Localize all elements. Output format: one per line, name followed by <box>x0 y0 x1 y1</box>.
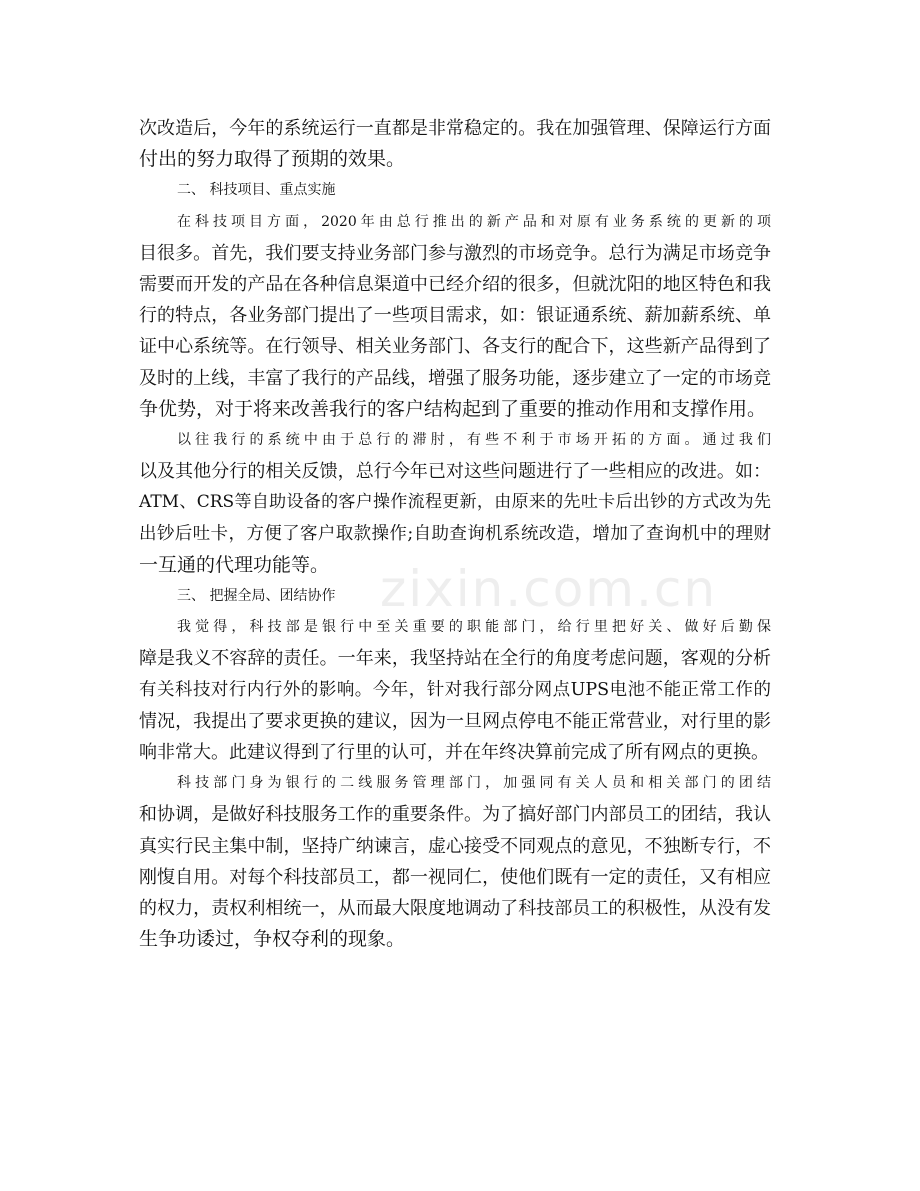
text-line: 情况，我提出了要求更换的建议，因为一旦网点停电不能正常营业，对行里的影 <box>139 710 771 732</box>
text-line: 付出的努力取得了预期的效果。 <box>139 148 406 171</box>
text-line: 和协调，是做好科技服务工作的重要条件。为了搞好部门内部员工的团结，我认 <box>139 804 771 826</box>
text-line: 出钞后吐卡，方便了客户取款操作;自助查询机系统改造，增加了查询机中的理财 <box>139 523 771 544</box>
text-line: 响非常大。此建议得到了行里的认可，并在年终决算前完成了所有网点的更换。 <box>139 742 769 764</box>
text-line: 障是我义不容辞的责任。一年来，我坚持站在全行的角度考虑问题，客观的分析 <box>139 648 771 670</box>
text-line: 行的特点，各业务部门提出了一些项目需求，如：银证通系统、薪加薪系统、单 <box>139 305 771 327</box>
text-line: 科技部门身为银行的二线服务管理部门，加强同有关人员和相关部门的团结 <box>177 775 771 792</box>
text-line: 有关科技对行内行外的影响。今年，针对我行部分网点UPS电池不能正常工作的 <box>139 679 771 700</box>
text-line: 及时的上线，丰富了我行的产品线，增强了服务功能，逐步建立了一定的市场竞 <box>139 367 771 389</box>
text-line: 次改造后，今年的系统运行一直都是非常稳定的。我在加强管理、保障运行方面 <box>139 118 771 139</box>
text-line: ATM、CRS等自助设备的客户操作流程更新，由原来的先吐卡后出钞的方式改为先 <box>139 492 771 513</box>
text-line: 生争功诿过，争权夺利的现象。 <box>139 928 406 951</box>
text-line: 争优势，对于将来改善我行的客户结构起到了重要的推动作用和支撑作用。 <box>139 397 767 420</box>
text-line: 的权力，责权利相统一，从而最大限度地调动了科技部员工的积极性，从没有发 <box>139 898 771 920</box>
text-line: 二、 科技项目、重点实施 <box>177 182 336 199</box>
watermark: zixin.com.cn <box>380 560 718 618</box>
text-line: 目很多。首先，我们要支持业务部门参与激烈的市场竞争。总行为满足市场竞争 <box>139 242 771 264</box>
text-line: 在科技项目方面，2020年由总行推出的新产品和对原有业务系统的更新的项 <box>177 213 771 230</box>
text-line: 以及其他分行的相关反馈，总行今年已对这些问题进行了一些相应的改进。如： <box>139 461 771 483</box>
text-line: 我觉得，科技部是银行中至关重要的职能部门，给行里把好关、做好后勤保 <box>177 619 771 636</box>
text-line: 刚愎自用。对每个科技部员工，都一视同仁，使他们既有一定的责任，又有相应 <box>139 866 771 888</box>
text-line: 一互通的代理功能等。 <box>139 553 330 576</box>
document-body <box>139 113 771 955</box>
text-line: 证中心系统等。在行领导、相关业务部门、各支行的配合下，这些新产品得到了 <box>139 336 771 358</box>
text-line: 三、 把握全局、团结协作 <box>177 588 336 605</box>
text-line: 真实行民主集中制，坚持广纳谏言，虚心接受不同观点的意见，不独断专行，不 <box>139 835 771 857</box>
text-line: 以往我行的系统中由于总行的滞肘，有些不利于市场开拓的方面。通过我们 <box>177 432 771 449</box>
text-line: 需要而开发的产品在各种信息渠道中已经介绍的很多，但就沈阳的地区特色和我 <box>139 274 771 296</box>
